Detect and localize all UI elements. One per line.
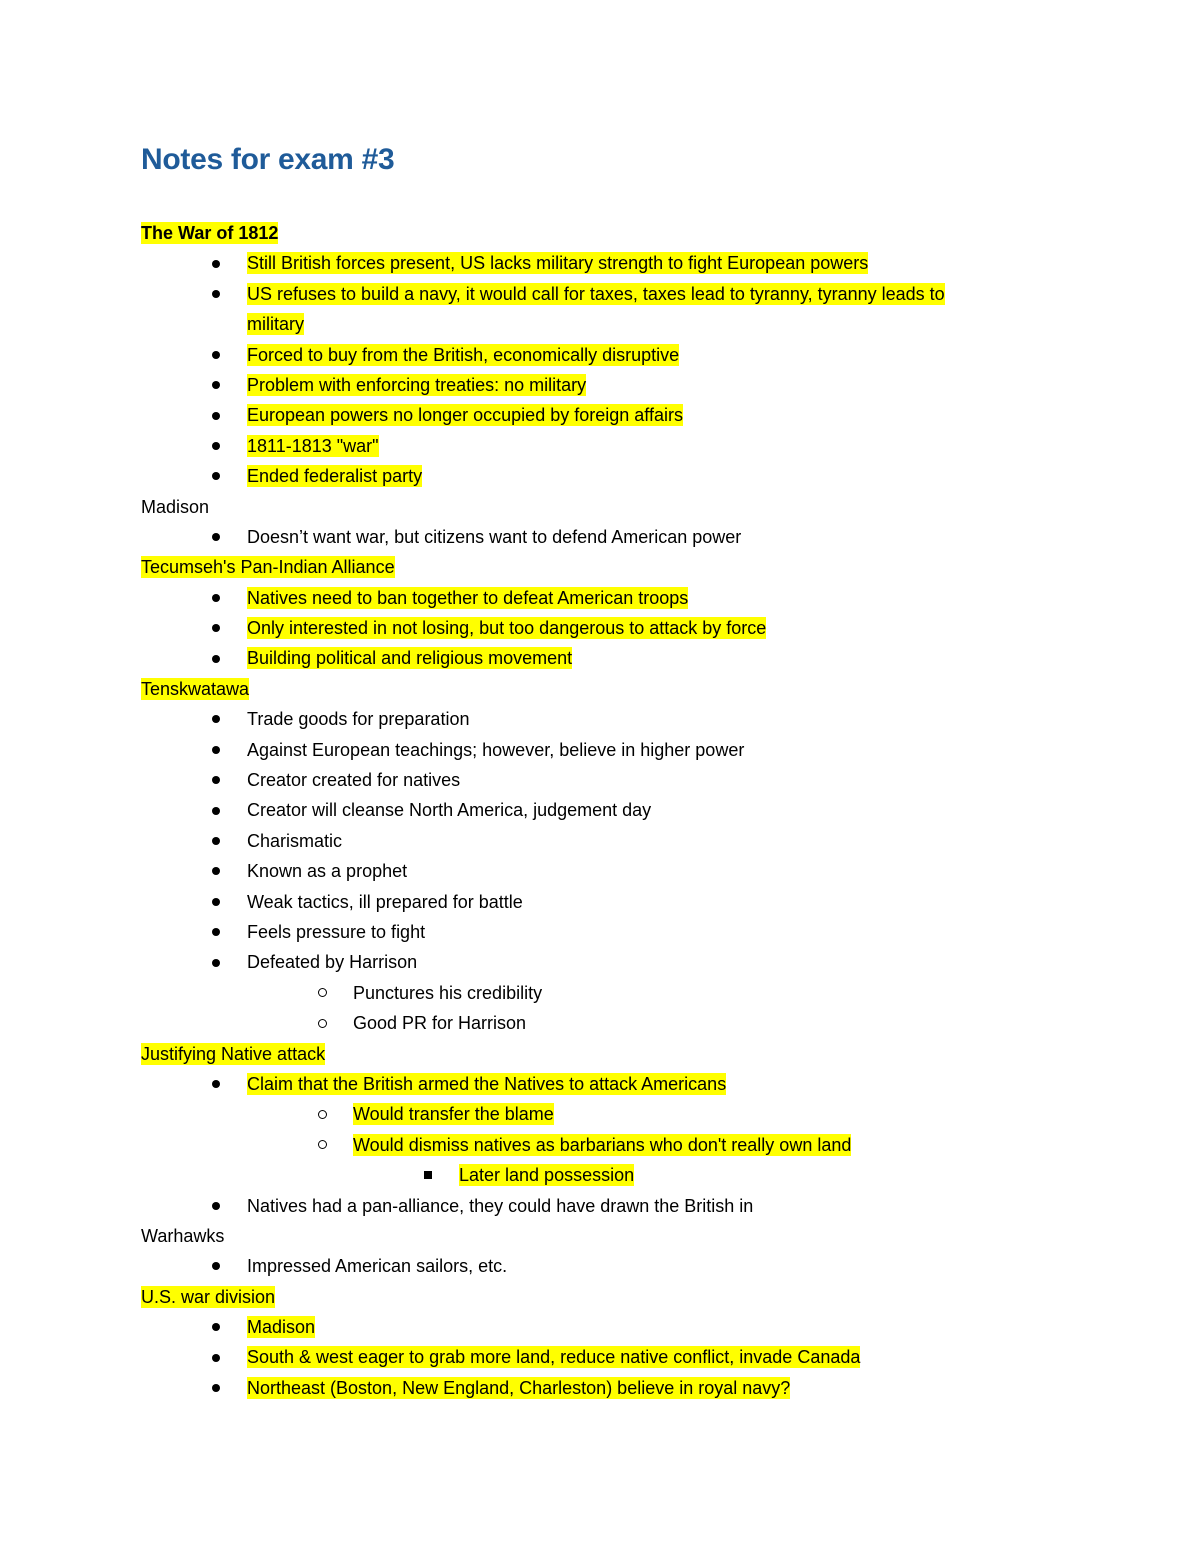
list-item xyxy=(0,765,1200,795)
line-text: Punctures his credibility xyxy=(353,982,543,1003)
list-item-continuation xyxy=(0,309,1200,339)
bullet-disc-icon xyxy=(208,856,224,886)
list-item xyxy=(0,1130,1200,1160)
section-heading xyxy=(0,492,1200,522)
line-text: Against European teachings; however, believe in higher power xyxy=(247,739,745,760)
line-text: Building political and religious movement xyxy=(247,648,573,669)
line-text: Charismatic xyxy=(247,830,343,851)
line-text: Still British forces present, US lacks military strength to fight European powers xyxy=(247,253,869,274)
line-text: Impressed American sailors, etc. xyxy=(247,1256,508,1277)
bullet-disc-icon xyxy=(208,887,224,917)
bullet-disc-icon xyxy=(208,583,224,613)
line-text: Northeast (Boston, New England, Charleston) believe in royal navy? xyxy=(247,1377,791,1398)
bullet-disc-icon xyxy=(208,248,224,278)
list-item xyxy=(0,340,1200,370)
line-text: Forced to buy from the British, economically disruptive xyxy=(247,344,680,365)
line-text: Creator created for natives xyxy=(247,770,461,791)
list-item xyxy=(0,279,1200,309)
line-text: Natives need to ban together to defeat American troops xyxy=(247,587,689,608)
line-text: Justifying Native attack xyxy=(141,1043,326,1064)
list-item xyxy=(0,613,1200,643)
bullet-disc-icon xyxy=(208,704,224,734)
line-text: Creator will cleanse North America, judgement day xyxy=(247,800,652,821)
bullet-disc-icon xyxy=(208,947,224,977)
line-text: Trade goods for preparation xyxy=(247,709,470,730)
list-item xyxy=(0,1251,1200,1281)
line-text: US refuses to build a navy, it would call for taxes, taxes lead to tyranny, tyranny leads to xyxy=(247,283,945,304)
list-item xyxy=(0,947,1200,977)
line-text: European powers no longer occupied by foreign affairs xyxy=(247,405,683,426)
bullet-disc-icon xyxy=(208,1251,224,1281)
section-heading xyxy=(0,1221,1200,1251)
list-item xyxy=(0,1342,1200,1372)
line-text: Known as a prophet xyxy=(247,861,408,882)
bullet-disc-icon xyxy=(208,522,224,552)
list-item xyxy=(0,704,1200,734)
line-text: Natives had a pan-alliance, they could have drawn the British in xyxy=(247,1195,754,1216)
list-item xyxy=(0,400,1200,430)
line-text: 1811-1813 "war" xyxy=(247,435,379,456)
line-text: Madison xyxy=(141,496,210,517)
line-text: Would transfer the blame xyxy=(353,1104,554,1125)
bullet-circle-icon xyxy=(314,978,330,1008)
line-text: Problem with enforcing treaties: no military xyxy=(247,374,587,395)
section-heading xyxy=(0,1039,1200,1069)
list-item xyxy=(0,1099,1200,1129)
bullet-disc-icon xyxy=(208,917,224,947)
list-item xyxy=(0,431,1200,461)
line-text: U.S. war division xyxy=(141,1286,276,1307)
bullet-disc-icon xyxy=(208,279,224,309)
list-item xyxy=(0,522,1200,552)
bullet-disc-icon xyxy=(208,735,224,765)
section-heading xyxy=(0,674,1200,704)
line-text: Madison xyxy=(247,1317,316,1338)
line-text: Weak tactics, ill prepared for battle xyxy=(247,891,523,912)
line-text: Tenskwatawa xyxy=(141,678,250,699)
line-text: Doesn’t want war, but citizens want to defend American power xyxy=(247,526,742,547)
list-item xyxy=(0,1069,1200,1099)
bullet-disc-icon xyxy=(208,1342,224,1372)
list-item xyxy=(0,1160,1200,1190)
line-text: Defeated by Harrison xyxy=(247,952,418,973)
list-item xyxy=(0,856,1200,886)
bullet-disc-icon xyxy=(208,1191,224,1221)
page-title: Notes for exam #3 xyxy=(141,143,395,176)
notes-body xyxy=(0,218,1200,1403)
line-text: military xyxy=(247,314,304,335)
line-text: Feels pressure to fight xyxy=(247,921,426,942)
bullet-disc-icon xyxy=(208,765,224,795)
line-text: Later land possession xyxy=(459,1165,635,1186)
list-item xyxy=(0,887,1200,917)
bullet-disc-icon xyxy=(208,400,224,430)
line-text: Ended federalist party xyxy=(247,466,423,487)
list-item xyxy=(0,1008,1200,1038)
list-item xyxy=(0,248,1200,278)
list-item xyxy=(0,1312,1200,1342)
bullet-disc-icon xyxy=(208,1312,224,1342)
list-item xyxy=(0,461,1200,491)
line-text: Claim that the British armed the Natives to attack Americans xyxy=(247,1073,727,1094)
line-text: Good PR for Harrison xyxy=(353,1013,527,1034)
list-item xyxy=(0,1373,1200,1403)
list-item xyxy=(0,370,1200,400)
line-text: Only interested in not losing, but too dangerous to attack by force xyxy=(247,618,767,639)
list-item xyxy=(0,826,1200,856)
list-item xyxy=(0,917,1200,947)
bullet-circle-icon xyxy=(314,1099,330,1129)
bullet-disc-icon xyxy=(208,431,224,461)
list-item xyxy=(0,978,1200,1008)
section-heading xyxy=(0,218,1200,248)
line-text: Tecumseh's Pan-Indian Alliance xyxy=(141,557,395,578)
bullet-disc-icon xyxy=(208,370,224,400)
bullet-circle-icon xyxy=(314,1130,330,1160)
bullet-disc-icon xyxy=(208,643,224,673)
list-item xyxy=(0,1191,1200,1221)
line-text: South & west eager to grab more land, reduce native conflict, invade Canada xyxy=(247,1347,861,1368)
bullet-square-icon xyxy=(420,1160,436,1190)
list-item xyxy=(0,735,1200,765)
bullet-disc-icon xyxy=(208,340,224,370)
line-text: Warhawks xyxy=(141,1225,225,1246)
list-item xyxy=(0,643,1200,673)
section-heading xyxy=(0,1282,1200,1312)
list-item xyxy=(0,583,1200,613)
bullet-circle-icon xyxy=(314,1008,330,1038)
bullet-disc-icon xyxy=(208,1373,224,1403)
line-text: Would dismiss natives as barbarians who don't really own land xyxy=(353,1134,852,1155)
bullet-disc-icon xyxy=(208,795,224,825)
line-text: The War of 1812 xyxy=(141,223,279,243)
bullet-disc-icon xyxy=(208,1069,224,1099)
bullet-disc-icon xyxy=(208,613,224,643)
bullet-disc-icon xyxy=(208,461,224,491)
section-heading xyxy=(0,552,1200,582)
list-item xyxy=(0,795,1200,825)
bullet-disc-icon xyxy=(208,826,224,856)
